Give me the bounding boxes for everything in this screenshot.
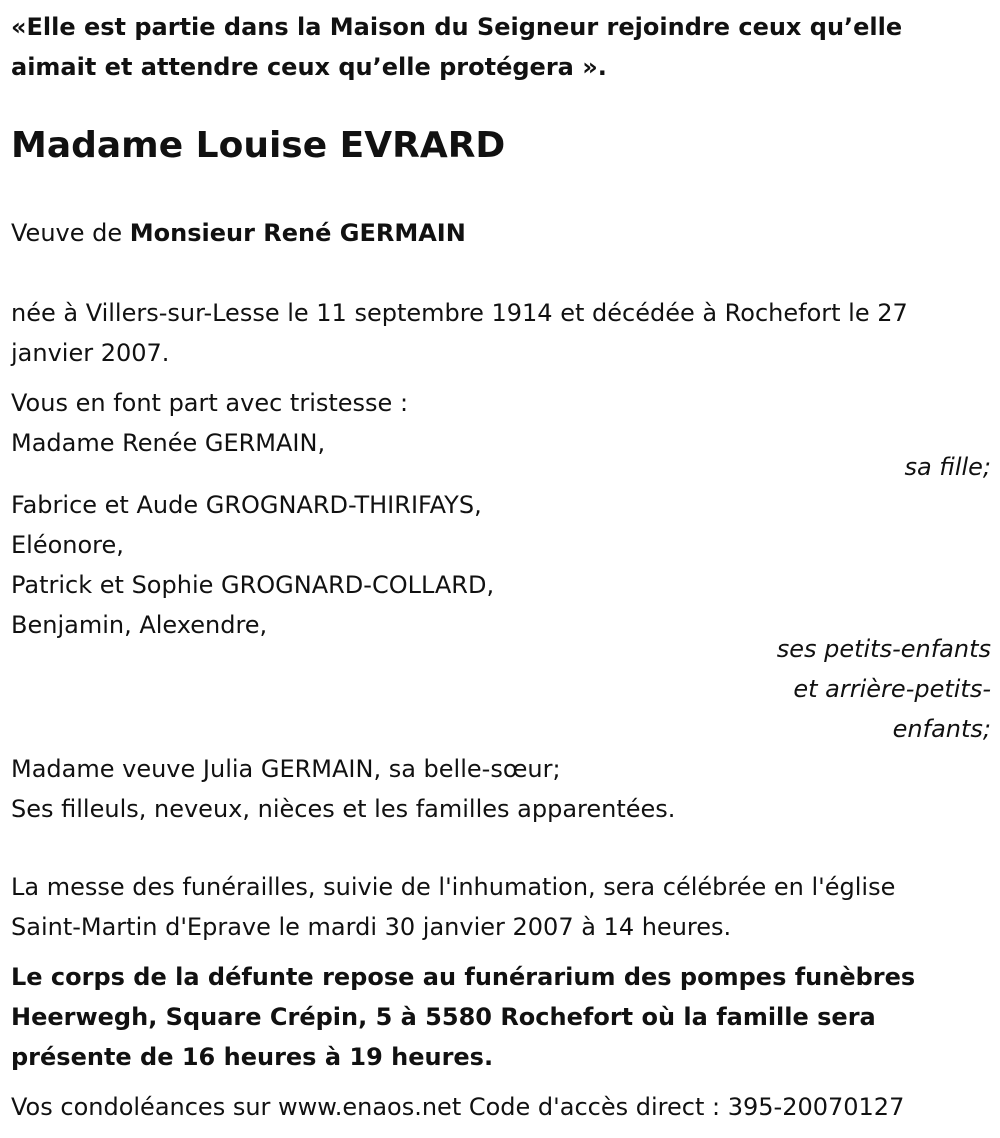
birth-death-text: née à Villers-sur-Lesse le 11 septembre 1914 et décédée à Rochefort le 27 janvier 2007. <box>11 299 908 367</box>
repose-info: Le corps de la défunte repose au funérarium des pompes funèbres Heerwegh, Square Crépin, 5 à 5580 Rochefort où la famille sera présente de 16 heures à 19 heures. <box>11 963 916 1071</box>
funeral-line: Saint-Martin d'Eprave le mardi 30 janvier 2007 à 14 heures. <box>11 913 732 941</box>
spouse-name: Monsieur René GERMAIN <box>129 219 466 247</box>
funeral-line: La messe des funérailles, suivie de l'inhumation, sera célébrée en l'église <box>11 873 896 901</box>
widow-line <box>11 213 466 253</box>
announce-intro: Vous en font part avec tristesse : <box>11 389 409 417</box>
relative-line: Ses filleuls, neveux, nièces et les familles apparentées. <box>11 795 676 823</box>
daughter-name: Madame Renée GERMAIN, <box>11 429 326 457</box>
grandchildren-role: et arrière-petits- <box>793 675 991 703</box>
daughter-role: sa fille; <box>904 453 991 481</box>
condolences-line: Vos condoléances sur www.enaos.net Code d'accès direct : 395-20070127 <box>11 1093 905 1121</box>
grandchild-line: Benjamin, Alexendre, <box>11 611 268 639</box>
grandchild-line: Patrick et Sophie GROGNARD-COLLARD, <box>11 571 495 599</box>
grandchildren-role: enfants; <box>892 715 991 743</box>
deceased-name: Madame Louise EVRARD <box>11 125 506 166</box>
grandchildren-role: ses petits-enfants <box>776 635 991 663</box>
grandchild-line: Eléonore, <box>11 531 124 559</box>
grandchild-line: Fabrice et Aude GROGNARD-THIRIFAYS, <box>11 491 482 519</box>
relative-line: Madame veuve Julia GERMAIN, sa belle-sœur; <box>11 755 561 783</box>
epitaph-quote: «Elle est partie dans la Maison du Seigneur rejoindre ceux qu’elle aimait et attendre ceux qu’elle protégera ». <box>11 13 903 81</box>
widow-prefix: Veuve de <box>11 219 130 247</box>
